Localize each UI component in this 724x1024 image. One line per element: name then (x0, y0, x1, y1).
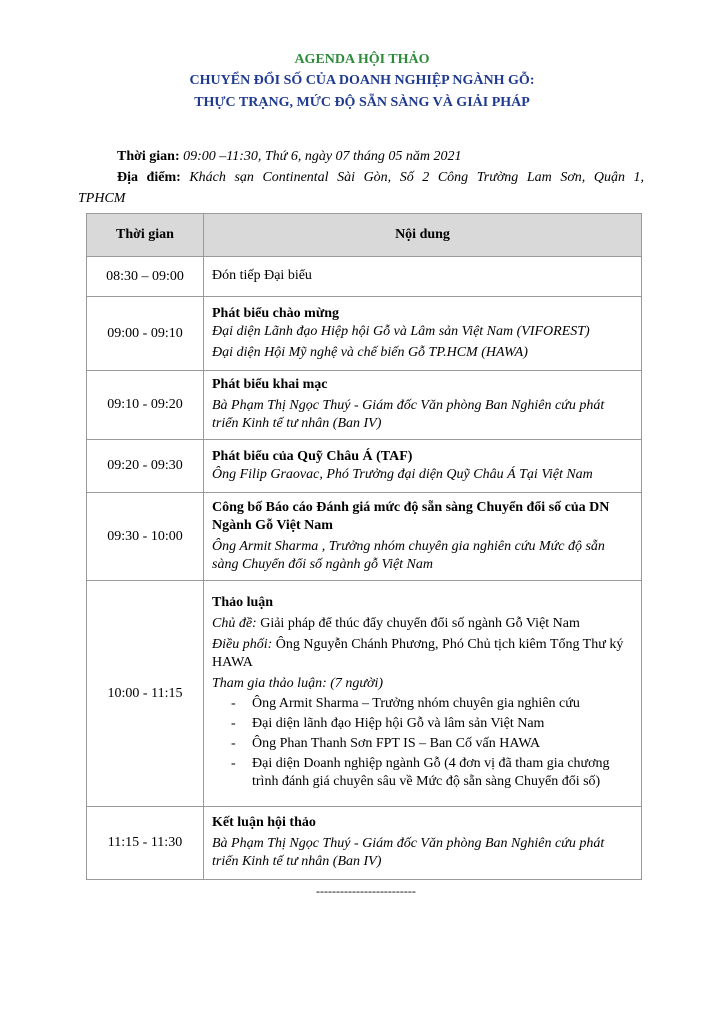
table-row (87, 297, 642, 371)
row-content (204, 440, 642, 493)
row-content (204, 371, 642, 440)
agenda-title: AGENDA HỘI THẢO (294, 52, 430, 67)
table-row (87, 493, 642, 581)
panelist-list (212, 695, 633, 791)
time-value: 09:00 –11:30, Thứ 6, ngày 07 tháng 05 năm 2021 (183, 149, 462, 164)
row-title: Phát biểu khai mạc (212, 377, 328, 392)
row-title: Kết luận hội thảo (212, 815, 316, 830)
row-title: Phát biểu của Quỹ Châu Á (TAF) (212, 448, 413, 464)
table-row (87, 440, 642, 493)
row-content (204, 257, 642, 297)
row-time: 11:15 - 11:30 (87, 807, 204, 880)
end-divider: ------------------------- (316, 884, 416, 898)
panel-label: Tham gia thảo luận: (7 người) (212, 675, 384, 691)
list-item: - Ông Phan Thanh Sơn FPT IS – Ban Cố vấn HAWA (212, 735, 633, 753)
table-row (87, 581, 642, 807)
row-time: 08:30 – 09:00 (87, 257, 204, 297)
row-time: 10:00 - 11:15 (87, 581, 204, 807)
row-title: Thảo luận (212, 594, 274, 610)
row-time: 09:00 - 09:10 (87, 297, 204, 371)
list-item: - Đại diện lãnh đạo Hiệp hội Gỗ và lâm sản Việt Nam (212, 715, 633, 733)
agenda-subtitle-1: CHUYỂN ĐỔI SỐ CỦA DOANH NGHIỆP NGÀNH GỖ: (189, 73, 535, 88)
place-label: Địa điểm: (117, 170, 181, 185)
topic-label: Chủ đề: (212, 615, 257, 631)
agenda-table (86, 213, 642, 880)
moderator-value: Ông Nguyễn Chánh Phương, Phó Chủ tịch kiêm Tổng Thư ký HAWA (212, 636, 624, 670)
row-title: Công bố Báo cáo Đánh giá mức độ sẵn sàng Chuyển đổi số của DN Ngành Gỗ Việt Nam (212, 499, 610, 533)
moderator-line (212, 636, 633, 672)
row-title: Phát biểu chào mừng (212, 305, 340, 321)
place-value-cont: TPHCM (78, 191, 126, 206)
moderator-label: Điều phối: (212, 636, 273, 652)
place-value: Khách sạn Continental Sài Gòn, Số 2 Công Trường Lam Sơn, Quận 1, (189, 170, 645, 185)
agenda-subtitle-2: THỰC TRẠNG, MỨC ĐỘ SẴN SÀNG VÀ GIẢI PHÁP (194, 95, 530, 110)
row-content (204, 807, 642, 880)
row-line: Ông Armit Sharma , Trưởng nhóm chuyên gia nghiên cứu Mức độ sẵn sàng Chuyển đổi số ngành gỗ Việt Nam (212, 538, 605, 572)
table-row (87, 807, 642, 880)
row-content (204, 493, 642, 581)
row-content (204, 297, 642, 371)
topic-line (212, 615, 633, 633)
row-line: Đại diện Hội Mỹ nghệ và chế biến Gỗ TP.HCM (HAWA) (212, 344, 528, 360)
header-time: Thời gian (87, 214, 204, 257)
row-time: 09:10 - 09:20 (87, 371, 204, 440)
row-content (204, 581, 642, 807)
row-line: Đón tiếp Đại biểu (212, 268, 312, 283)
time-label: Thời gian: (117, 149, 180, 164)
row-line: Ông Filip Graovac, Phó Trưởng đại diện Quỹ Châu Á Tại Việt Nam (212, 466, 593, 482)
list-item: - Ông Armit Sharma – Trưởng nhóm chuyên gia nghiên cứu (212, 695, 633, 713)
row-line: Bà Phạm Thị Ngọc Thuý - Giám đốc Văn phòng Ban Nghiên cứu phát triển Kinh tế tư nhân (Ban IV) (212, 836, 605, 869)
row-time: 09:20 - 09:30 (87, 440, 204, 493)
meta-time (117, 147, 462, 167)
table-header-row (87, 214, 642, 257)
table-row (87, 257, 642, 297)
table-row (87, 371, 642, 440)
topic-value: Giải pháp để thúc đẩy chuyển đổi số ngành Gỗ Việt Nam (256, 615, 580, 631)
meta-place (117, 168, 644, 188)
row-line: Đại diện Lãnh đạo Hiệp hội Gỗ và Lâm sản Việt Nam (VIFOREST) (212, 323, 590, 339)
header-content: Nội dung (204, 214, 642, 257)
list-item: - Đại diện Doanh nghiệp ngành Gỗ (4 đơn vị đã tham gia chương trình đánh giá chuyên sâu về Mức độ sẵn sàng Chuyển đổi số) (212, 755, 633, 791)
row-time: 09:30 - 10:00 (87, 493, 204, 581)
row-line: Bà Phạm Thị Ngọc Thuý - Giám đốc Văn phòng Ban Nghiên cứu phát triển Kinh tế tư nhân (Ban IV) (212, 398, 605, 431)
